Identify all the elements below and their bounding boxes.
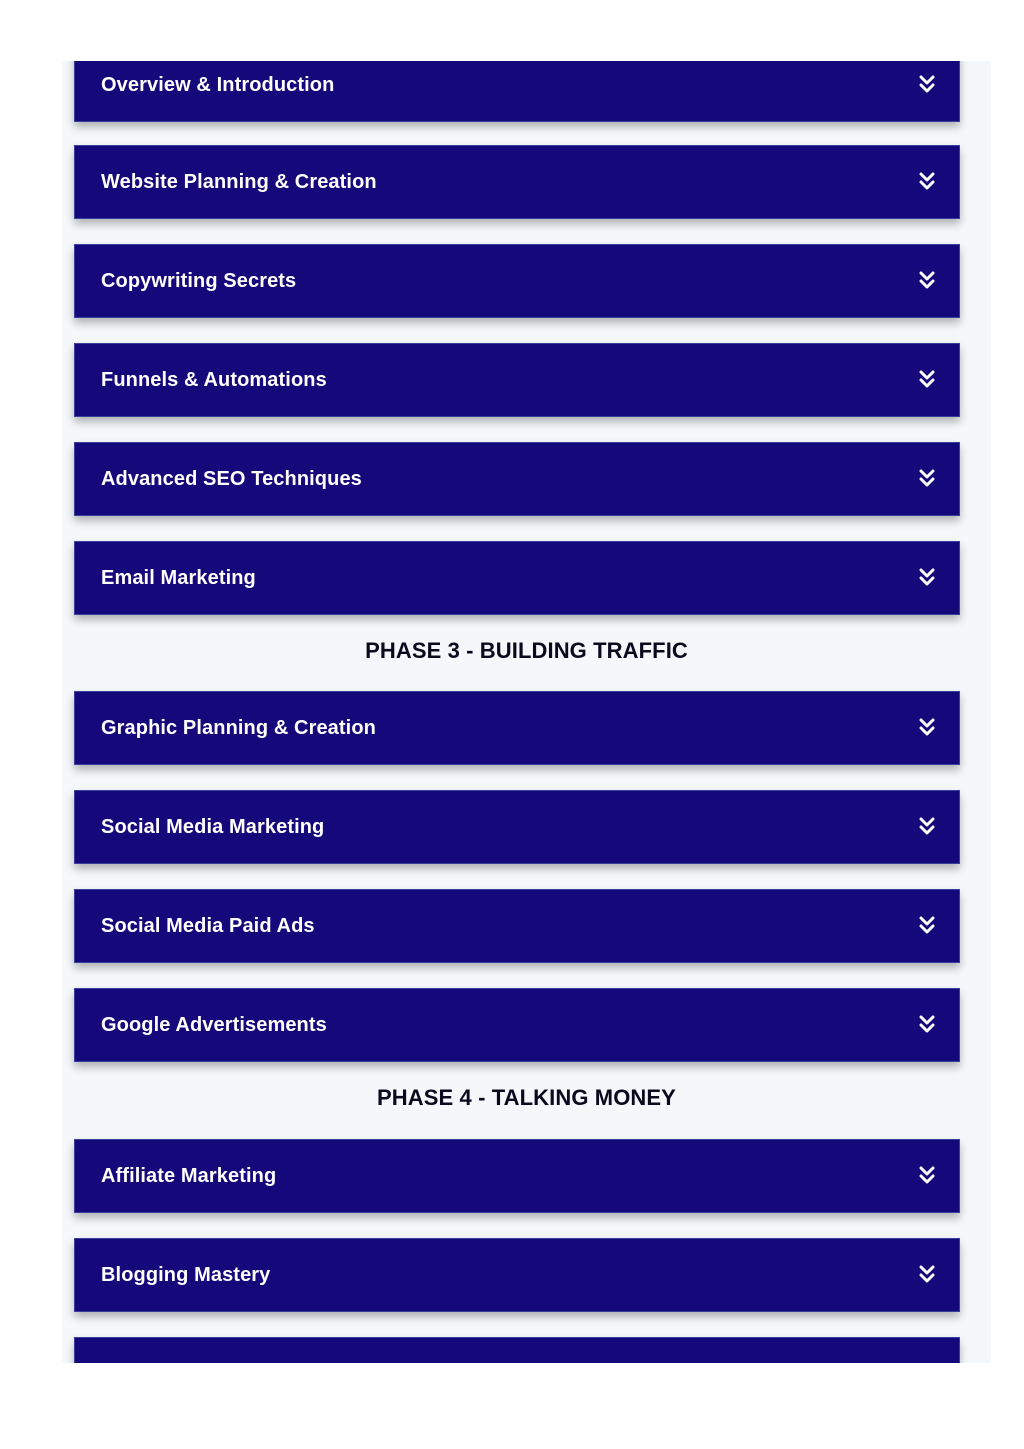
- accordion-blogging-mastery[interactable]: [74, 1238, 960, 1312]
- chevron-double-down-icon: [919, 568, 935, 586]
- accordion-title: Overview & Introduction: [101, 74, 335, 96]
- accordion-website-planning-creation[interactable]: [74, 145, 960, 219]
- accordion-google-advertisements[interactable]: [74, 988, 960, 1062]
- chevron-double-down-icon: [919, 1265, 935, 1283]
- chevron-double-down-icon: [919, 370, 935, 388]
- chevron-double-down-icon: [919, 817, 935, 835]
- accordion-affiliate-marketing[interactable]: [74, 1139, 960, 1213]
- chevron-double-down-icon: [919, 469, 935, 487]
- accordion-title: Website Planning & Creation: [101, 171, 377, 193]
- chevron-double-down-icon: [919, 172, 935, 190]
- accordion-funnels-automations[interactable]: [74, 343, 960, 417]
- accordion-title: Funnels & Automations: [101, 369, 327, 391]
- phase-3-heading: PHASE 3 - BUILDING TRAFFIC: [365, 638, 688, 663]
- accordion-title: Social Media Paid Ads: [101, 915, 315, 937]
- accordion-title: Email Marketing: [101, 567, 256, 589]
- accordion-copywriting-secrets[interactable]: [74, 244, 960, 318]
- accordion-title: Copywriting Secrets: [101, 270, 297, 292]
- accordion-advanced-seo-techniques[interactable]: [74, 442, 960, 516]
- accordion-title: Blogging Mastery: [101, 1264, 271, 1286]
- chevron-double-down-icon: [919, 916, 935, 934]
- chevron-double-down-icon: [919, 271, 935, 289]
- chevron-double-down-icon: [919, 1166, 935, 1184]
- accordion-graphic-planning-creation[interactable]: [74, 691, 960, 765]
- accordion-email-marketing[interactable]: [74, 541, 960, 615]
- chevron-double-down-icon: [919, 718, 935, 736]
- accordion-title: Social Media Marketing: [101, 816, 325, 838]
- accordion-title: Google Advertisements: [101, 1014, 327, 1036]
- accordion-partial-item[interactable]: [74, 1337, 960, 1363]
- accordion-title: Advanced SEO Techniques: [101, 468, 362, 490]
- chevron-double-down-icon: [919, 75, 935, 93]
- accordion-overview-introduction[interactable]: [74, 61, 960, 122]
- curriculum-panel: [62, 61, 991, 1363]
- accordion-title: Affiliate Marketing: [101, 1165, 277, 1187]
- phase-4-heading: PHASE 4 - TALKING MONEY: [377, 1085, 676, 1110]
- accordion-social-media-marketing[interactable]: [74, 790, 960, 864]
- chevron-double-down-icon: [919, 1015, 935, 1033]
- accordion-social-media-paid-ads[interactable]: [74, 889, 960, 963]
- accordion-title: Graphic Planning & Creation: [101, 717, 376, 739]
